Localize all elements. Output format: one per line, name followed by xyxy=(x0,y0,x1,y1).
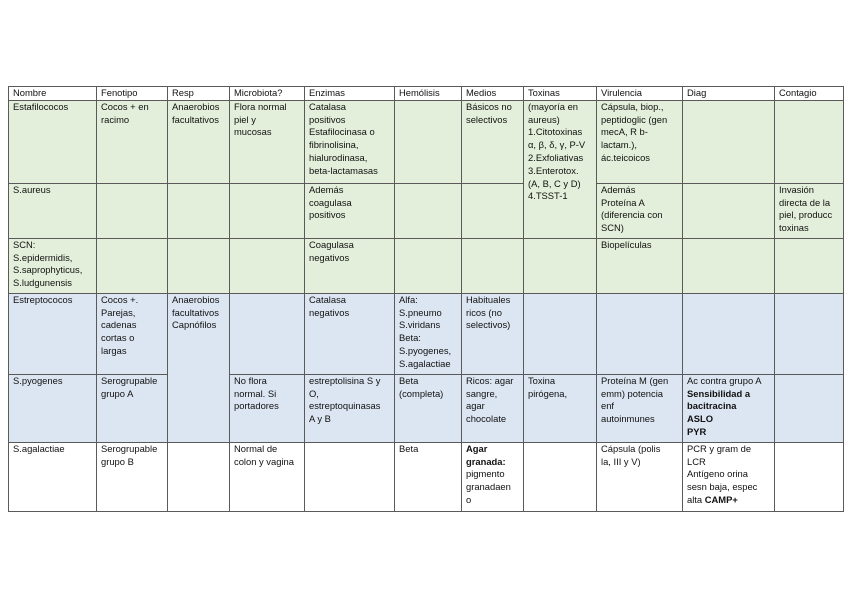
microbiology-table xyxy=(8,86,844,512)
cell-fenotipo: Cocos + en racimo xyxy=(97,100,168,183)
cell-diag xyxy=(683,183,775,238)
cell-contagio xyxy=(775,293,844,374)
cell-microbiota xyxy=(230,238,305,293)
header-nombre: Nombre xyxy=(9,87,97,101)
cell-microbiota: Flora normal piel y mucosas xyxy=(230,100,305,183)
cell-toxinas xyxy=(524,442,597,511)
cell-hemolisis xyxy=(395,238,462,293)
header-toxinas: Toxinas xyxy=(524,87,597,101)
cell-virulencia: Además Proteína A (diferencia con SCN) xyxy=(597,183,683,238)
cell-diag xyxy=(683,374,775,442)
cell-microbiota xyxy=(230,183,305,238)
cell-microbiota xyxy=(230,293,305,374)
table-row-estreptococos xyxy=(9,293,844,374)
cell-fenotipo: Serogrupable grupo A xyxy=(97,374,168,442)
header-microbiota: Microbiota? xyxy=(230,87,305,101)
header-medios: Medios xyxy=(462,87,524,101)
cell-toxinas xyxy=(524,293,597,374)
medios-bold-text: Agar granada: xyxy=(466,442,506,467)
diag-bold-text: Sensibilidad a bacitracina ASLO PYR xyxy=(687,387,751,437)
cell-resp xyxy=(168,238,230,293)
cell-enzimas xyxy=(305,442,395,511)
cell-diag xyxy=(683,238,775,293)
cell-hemolisis xyxy=(395,100,462,183)
cell-virulencia xyxy=(597,293,683,374)
diag-text: PCR y gram de LCR Antígeno orina sesn baja, espec alta xyxy=(687,442,758,505)
diag-text: Ac contra grupo A xyxy=(687,374,762,386)
cell-contagio: Invasión directa de la piel, producc toxinas xyxy=(775,183,844,238)
table-row-s-agalactiae xyxy=(9,442,844,511)
cell-medios: Habituales ricos (no selectivos) xyxy=(462,293,524,374)
cell-toxinas: Toxina pirógena, xyxy=(524,374,597,442)
cell-virulencia: Biopelículas xyxy=(597,238,683,293)
cell-nombre: S.agalactiae xyxy=(9,442,97,511)
cell-virulencia: Cápsula (polis la, III y V) xyxy=(597,442,683,511)
cell-nombre: Estreptococos xyxy=(9,293,97,374)
cell-toxinas xyxy=(524,238,597,293)
header-diag: Diag xyxy=(683,87,775,101)
cell-nombre: Estafilococos xyxy=(9,100,97,183)
cell-medios xyxy=(462,183,524,238)
header-hemolisis: Hemólisis xyxy=(395,87,462,101)
cell-enzimas: estreptolisina S y O, estreptoquinasas A y B xyxy=(305,374,395,442)
table-row-s-aureus xyxy=(9,183,844,238)
cell-contagio xyxy=(775,100,844,183)
cell-virulencia: Proteína M (gen emm) potencia enf autoinmunes xyxy=(597,374,683,442)
cell-fenotipo: Cocos +. Parejas, cadenas cortas o largas xyxy=(97,293,168,374)
header-fenotipo: Fenotipo xyxy=(97,87,168,101)
cell-toxinas: (mayoría en aureus) 1.Citotoxinas α, β, δ, γ, P-V 2.Exfoliativas 3.Enterotox. (A, B, C y D) 4.TSST-1 xyxy=(524,100,597,238)
cell-enzimas: Coagulasa negativos xyxy=(305,238,395,293)
cell-nombre: S.aureus xyxy=(9,183,97,238)
cell-fenotipo xyxy=(97,238,168,293)
cell-hemolisis: Beta xyxy=(395,442,462,511)
cell-fenotipo xyxy=(97,183,168,238)
header-resp: Resp xyxy=(168,87,230,101)
cell-diag xyxy=(683,293,775,374)
cell-medios: Básicos no selectivos xyxy=(462,100,524,183)
cell-enzimas: Además coagulasa positivos xyxy=(305,183,395,238)
cell-virulencia: Cápsula, biop., peptidoglic (gen mecA, R b- lactam.), ác.teicoicos xyxy=(597,100,683,183)
cell-microbiota: No flora normal. Si portadores xyxy=(230,374,305,442)
cell-microbiota: Normal de colon y vagina xyxy=(230,442,305,511)
cell-contagio xyxy=(775,442,844,511)
header-row xyxy=(9,87,844,101)
cell-enzimas: Catalasa negativos xyxy=(305,293,395,374)
header-virulencia: Virulencia xyxy=(597,87,683,101)
cell-diag xyxy=(683,442,775,511)
cell-hemolisis: Alfa: S.pneumo S.viridans Beta: S.pyogenes, S.agalactiae xyxy=(395,293,462,374)
cell-medios xyxy=(462,238,524,293)
header-contagio: Contagio xyxy=(775,87,844,101)
cell-nombre: SCN: S.epidermidis, S.saprophyticus, S.ludgunensis xyxy=(9,238,97,293)
cell-resp: Anaerobios facultativos xyxy=(168,100,230,183)
diag-bold-text: CAMP+ xyxy=(704,493,738,505)
table-row-scn xyxy=(9,238,844,293)
cell-diag xyxy=(683,100,775,183)
cell-enzimas: Catalasa positivos Estafilocinasa o fibrinolisina, hialurodinasa, beta-lactamasas xyxy=(305,100,395,183)
table-row-estafilococos xyxy=(9,100,844,183)
cell-medios: Ricos: agar sangre, agar chocolate xyxy=(462,374,524,442)
cell-hemolisis: Beta (completa) xyxy=(395,374,462,442)
cell-hemolisis xyxy=(395,183,462,238)
cell-nombre: S.pyogenes xyxy=(9,374,97,442)
cell-resp xyxy=(168,183,230,238)
cell-resp xyxy=(168,442,230,511)
cell-contagio xyxy=(775,238,844,293)
cell-medios xyxy=(462,442,524,511)
header-enzimas: Enzimas xyxy=(305,87,395,101)
cell-fenotipo: Serogrupable grupo B xyxy=(97,442,168,511)
cell-contagio xyxy=(775,374,844,442)
cell-resp: Anaerobios facultativos Capnófilos xyxy=(168,293,230,442)
medios-text: pigmento granadaen o xyxy=(466,468,511,505)
table-row-s-pyogenes xyxy=(9,374,844,442)
